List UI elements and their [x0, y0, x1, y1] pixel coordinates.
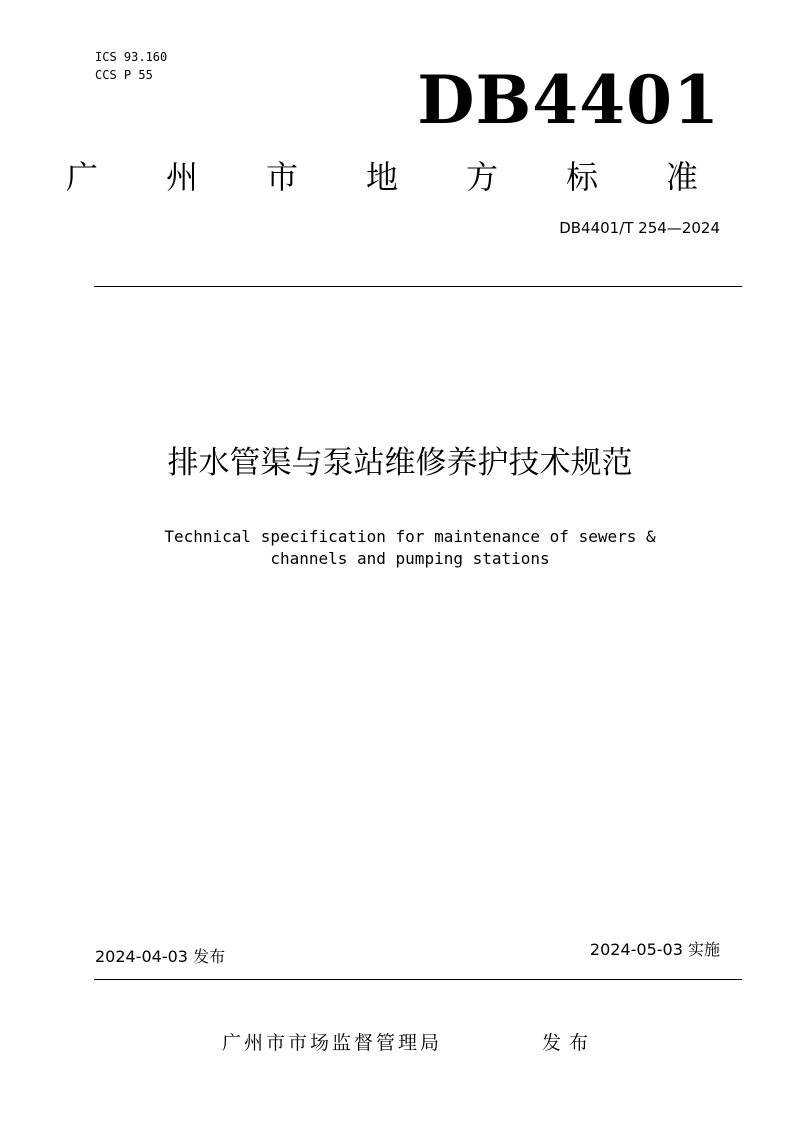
standard-type-char: 地	[365, 158, 398, 196]
standard-type-char: 州	[165, 158, 198, 196]
standard-type-char: 方	[465, 158, 498, 196]
db-code-heading: DB4401	[417, 61, 720, 139]
ics-code: ICS 93.160	[95, 50, 168, 64]
document-title-en-line-1: Technical specification for maintenance of sewers &	[164, 527, 656, 546]
standard-number: DB4401/T 254—2024	[559, 219, 720, 237]
issue-date: 2024-04-03 发布	[95, 947, 226, 966]
standard-type-char: 标	[565, 158, 598, 196]
document-title-en-line-2: channels and pumping stations	[270, 549, 550, 568]
standard-type-heading	[62, 155, 702, 199]
bottom-divider	[94, 979, 742, 980]
standard-type-char: 广	[65, 158, 98, 196]
implementation-date: 2024-05-03 实施	[589, 940, 720, 959]
document-title-zh: 排水管渠与泵站维修养护技术规范	[167, 445, 633, 481]
standard-type-char: 市	[265, 158, 298, 196]
publish-label: 发布	[542, 1032, 597, 1054]
top-divider	[94, 286, 742, 287]
publisher-name: 广州市市场监督管理局	[222, 1032, 443, 1054]
ccs-code: CCS P 55	[95, 68, 153, 82]
standard-type-char: 准	[665, 158, 698, 196]
